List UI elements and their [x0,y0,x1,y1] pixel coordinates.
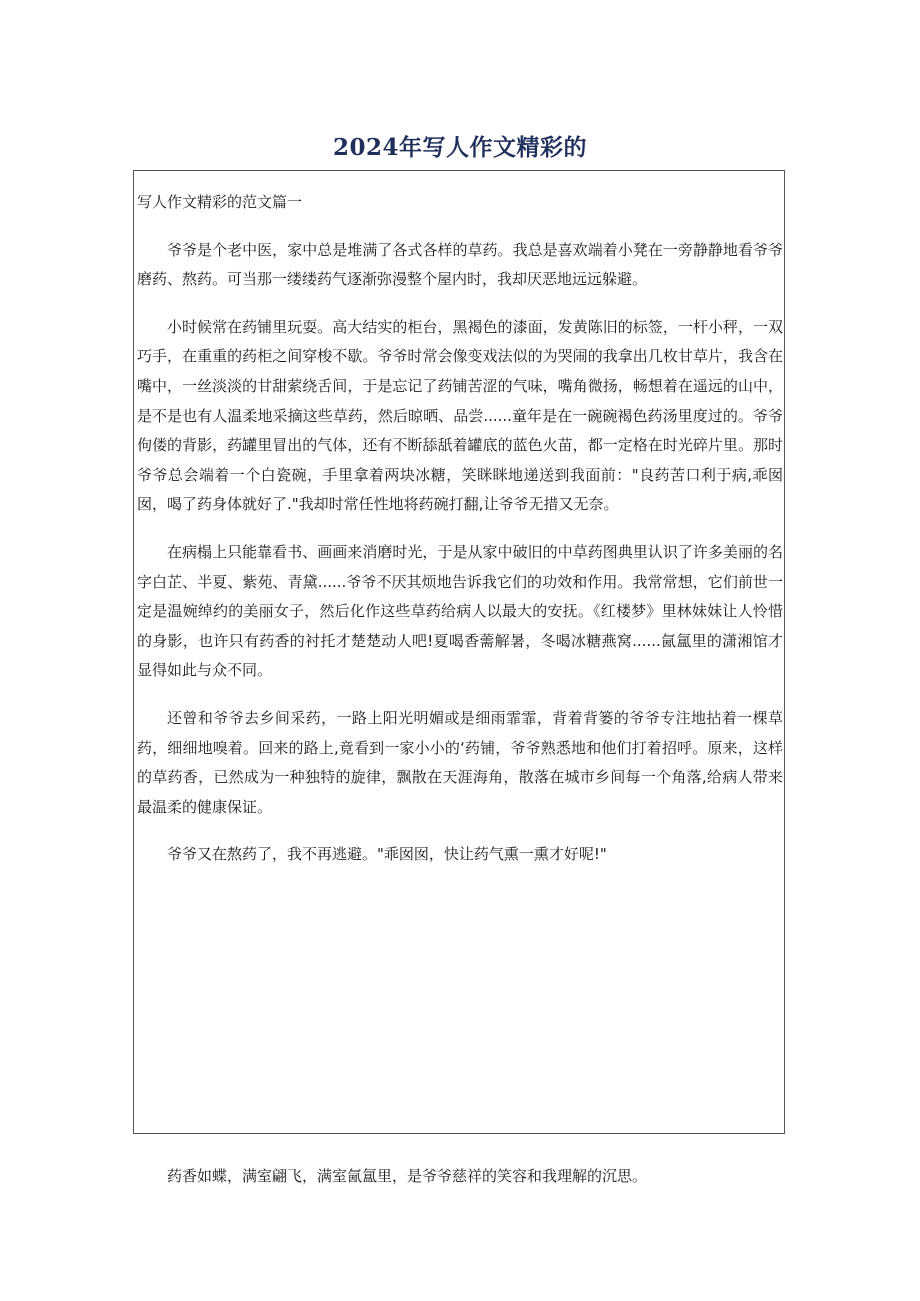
paragraph: 爷爷是个老中医，家中总是堆满了各式各样的草药。我总是喜欢端着小凳在一旁静静地看爷爷磨药、熬药。可当那一缕缕药气逐渐弥漫整个屋内时，我却厌恶地远远躲避。 [137,240,783,289]
closing-paragraph: 药香如蝶，满室翩飞，满室氤氲里，是爷爷慈祥的笑容和我理解的沉思。 [167,1167,648,1185]
paragraph: 爷爷又在熬药了，我不再逃避。"乖囡囡，快让药气熏一熏才好呢!" [167,845,607,864]
article-body [137,188,783,870]
paragraph: 还曾和爷爷去乡间采药，一路上阳光明媚或是细雨霏霏，背着背篓的爷爷专注地拈着一棵草药，细细地嗅着。回来的路上,竟看到一家小小的‘药铺，爷爷熟悉地和他们打着招呼。原来，这样的草药香，已然成为一种独特的旋律，飘散在天涯海角，散落在城市乡间每一个角落,给病人带来最温柔的健康保证。 [137,708,783,816]
paragraph: 在病榻上只能靠看书、画画来消磨时光，于是从家中破旧的中草药图典里认识了许多美丽的名字白芷、半夏、紫苑、青黛......爷爷不厌其烦地告诉我它们的功效和作用。我常常想，它们前世一定是温婉绰约的美丽女子，然后化作这些草药给病人以最大的安抚。《红楼梦》里林妹妹让人怜惜的身影，也许只有药香的衬托才楚楚动人吧!夏喝香薷解暑，冬喝冰糖燕窝......氤氲里的潇湘馆才显得如此与众不同。 [137,542,783,680]
document-title: 2024年写人作文精彩的 [332,134,587,162]
paragraph: 小时候常在药铺里玩耍。高大结实的柜台，黑褐色的漆面，发黄陈旧的标签，一杆小秤，一双巧手，在重重的药柜之间穿梭不歇。爷爷时常会像变戏法似的为哭闹的我拿出几枚甘草片，我含在嘴中，一丝淡淡的甘甜萦绕舌间，于是忘记了药铺苦涩的气味，嘴角微扬，畅想着在遥远的山中，是不是也有人温柔地采摘这些草药，然后晾晒、品尝......童年是在一碗碗褐色药汤里度过的。爷爷佝偻的背影，药罐里冒出的气体，还有不断舔舐着罐底的蓝色火苗，都一定格在时光碎片里。那时爷爷总会端着一个白瓷碗，手里拿着两块冰糖，笑眯眯地递送到我面前："良药苦口利于病,乖囡囡，喝了药身体就好了."我却时常任性地将药碗打翻,让爷爷无措又无奈。 [137,317,783,514]
section-heading: 写人作文精彩的范文篇一 [137,193,303,211]
